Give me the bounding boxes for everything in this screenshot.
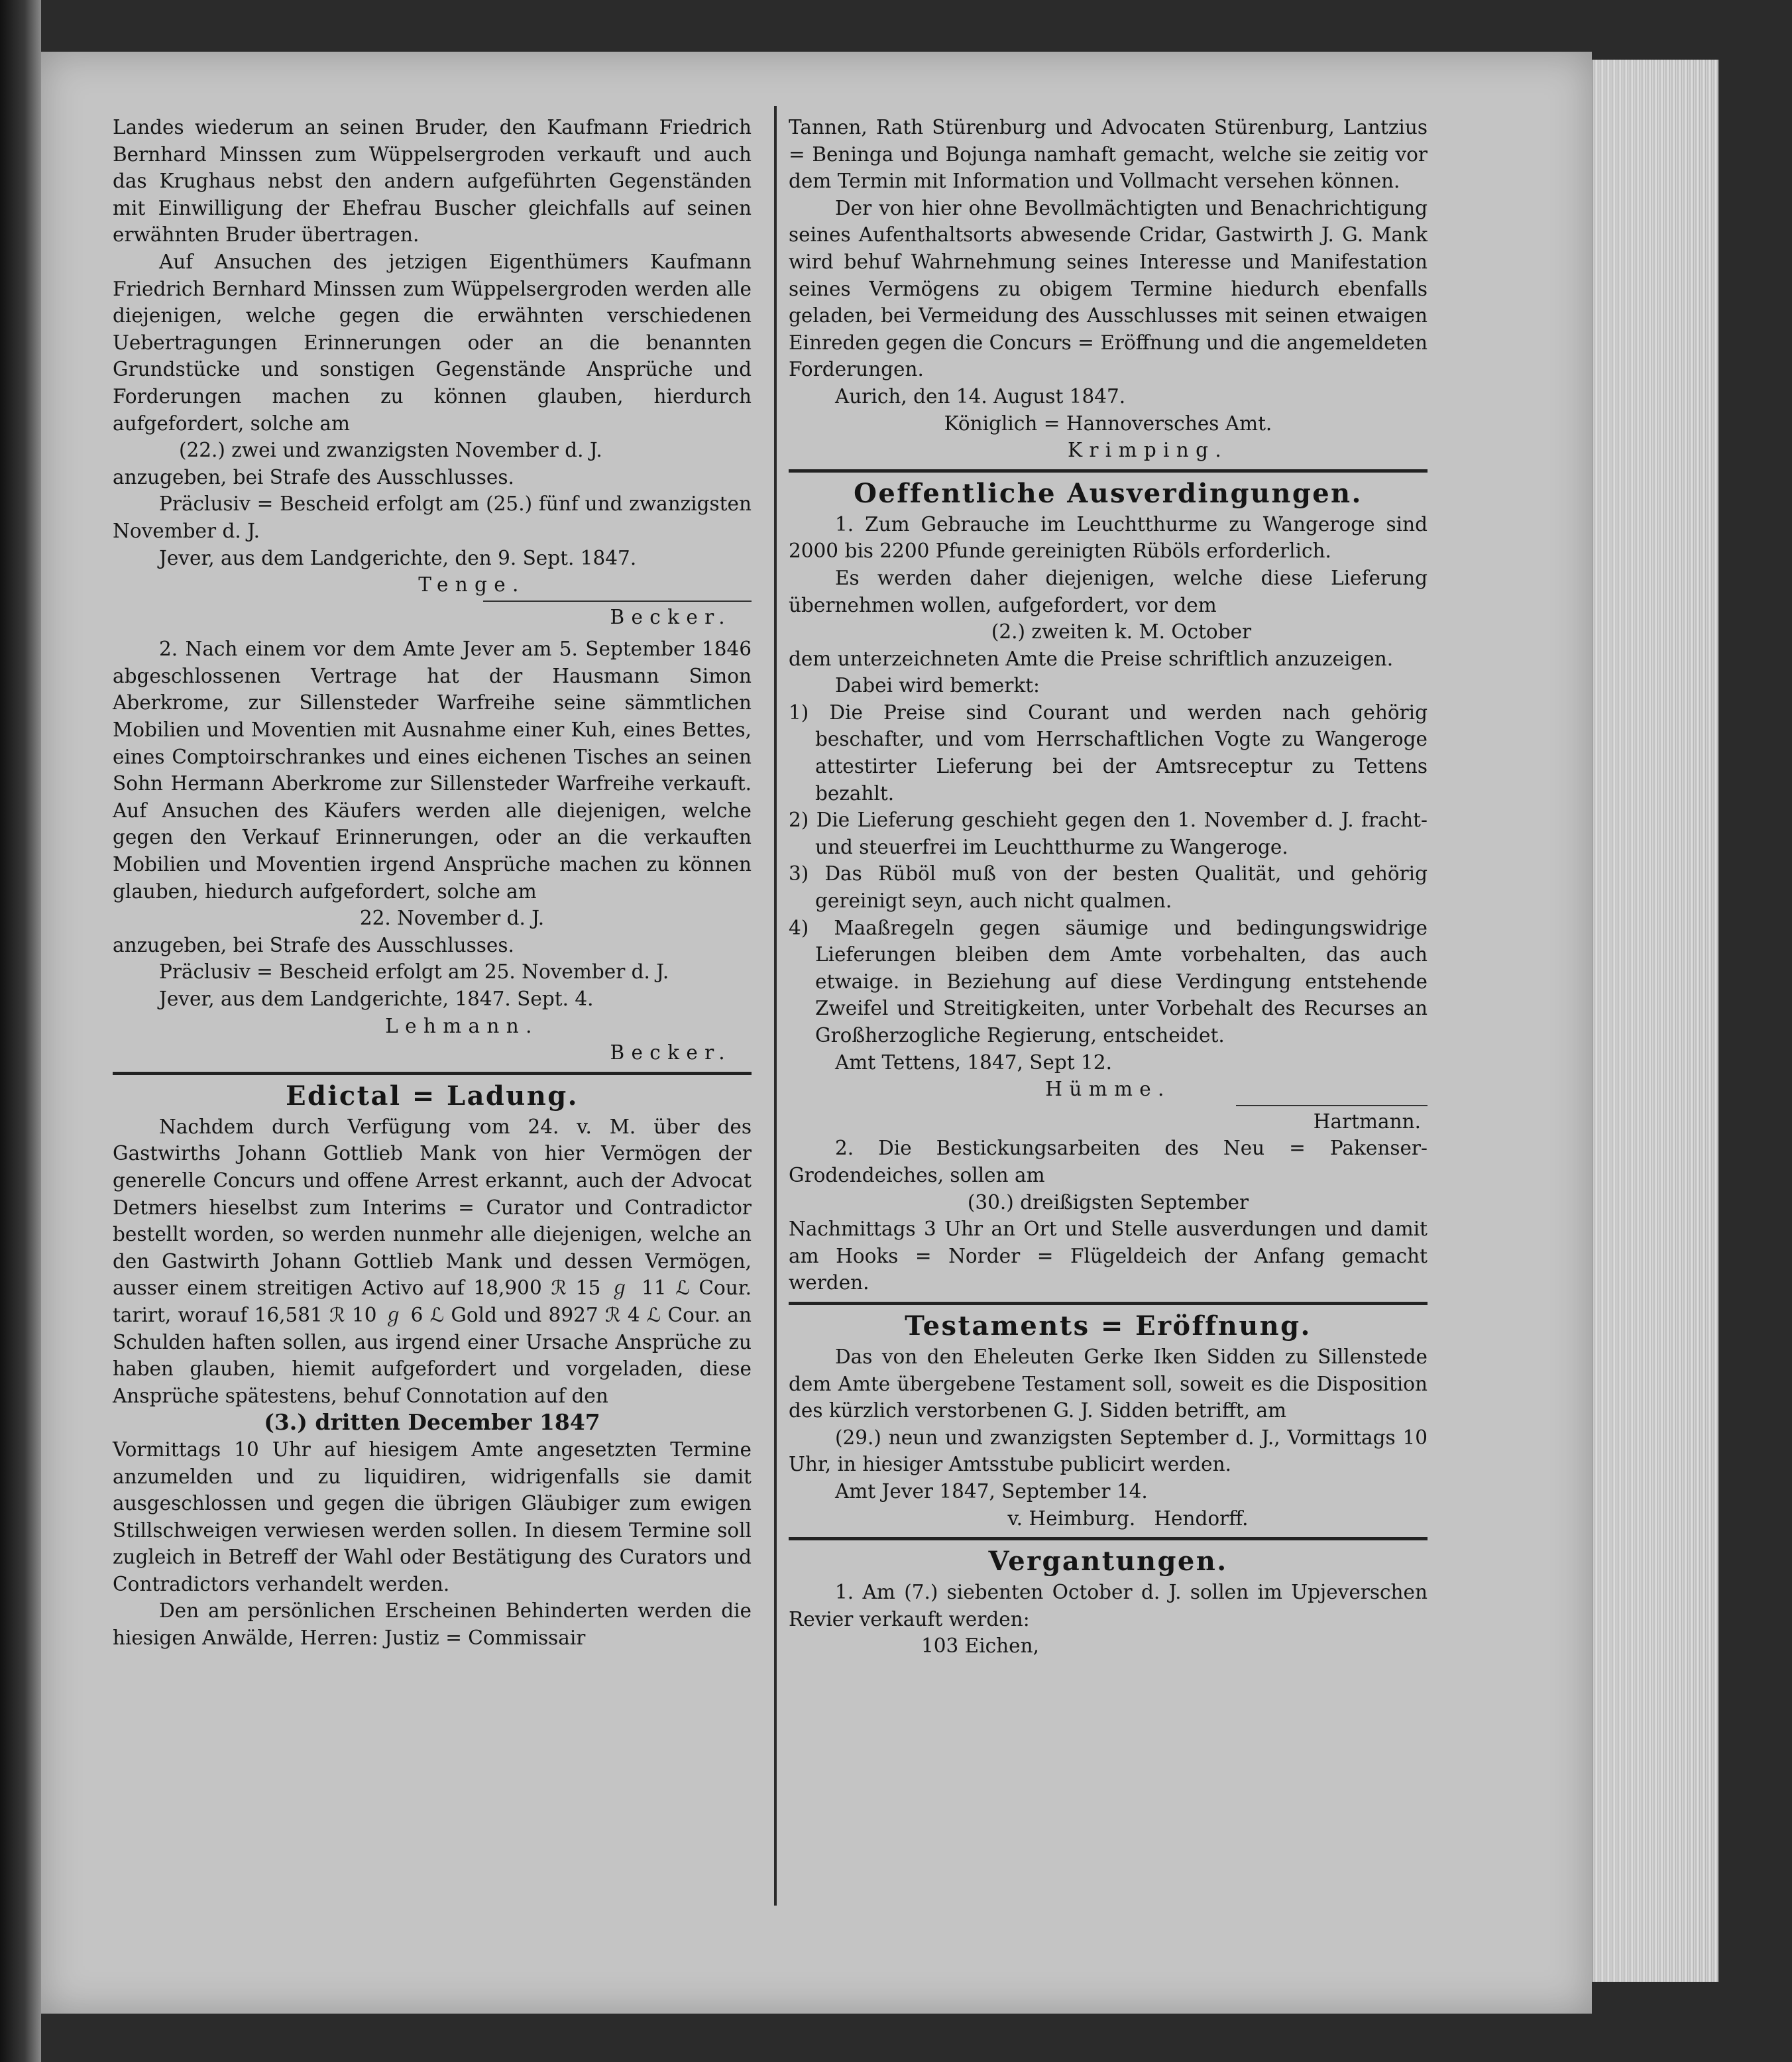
signature: Hartmann. <box>1313 1110 1421 1133</box>
left-column <box>113 114 752 1652</box>
list-item: 1) Die Preise sind Courant und werden nach gehörig beschafter, und vom Herrschaftlichen Vogte zu Wangeroge attestirter Lieferung bei der Amtsreceptur zu Tettens bezahlt. <box>789 701 1428 805</box>
list-item: 3) Das Rüböl muß von der besten Qualität, und gehörig gereinigt seyn, auch nicht qualmen. <box>789 862 1428 913</box>
paragraph: anzugeben, bei Strafe des Ausschlusses. <box>113 933 514 956</box>
date-line: (2.) zweiten k. M. October <box>991 620 1252 644</box>
signature: Becker. <box>610 1041 732 1064</box>
paragraph: Vormittags 10 Uhr auf hiesigem Amte angesetzten Termine anzumelden und zu liquidiren, widrigenfalls sie damit ausgeschlossen und gegen die übrigen Gläubiger zum ewigen Stillschweigen verwiesen werden sollen. In diesem Termine soll zugleich in Betreff der Wahl oder Bestätigung des Curators und Contradictors verhandelt werden. <box>113 1438 752 1595</box>
place-date: Jever, aus dem Landgerichte, 1847. Sept. 4. <box>159 988 594 1010</box>
right-column <box>789 114 1428 1660</box>
date-line: (30.) dreißigsten September <box>967 1190 1249 1214</box>
paragraph: Den am persönlichen Erscheinen Behinderten werden die hiesigen Anwälde, Herren: Justiz = Commissair <box>113 1599 752 1650</box>
date-line: 22. November d. J. <box>359 907 545 930</box>
signature-rule <box>1236 1105 1428 1106</box>
place-date: Amt Tettens, 1847, Sept 12. <box>835 1051 1112 1074</box>
paragraph: 2. Nach einem vor dem Amte Jever am 5. September 1846 abgeschlossenen Vertrage hat der Hausmann Simon Aberkrome, zur Sillensteder Warfreihe seine sämmtlichen Mobilien und Moventien mit Ausnahme einer Kuh, eines Bettes, eines Comptoirschrankes und eines eichenen Tisches an seinen Sohn Hermann Aberkrome zur Sillensteder Warfreihe verkauft. Auf Ansuchen des Käufers werden alle diejenigen, welche gegen den Verkauf Erinnerungen, oder an die verkauften Mobilien und Moventien irgend Ansprüche machen zu können glauben, hiedurch aufgefordert, solche am <box>113 638 752 903</box>
paragraph: 1. Am (7.) siebenten October d. J. sollen im Upjeverschen Revier verkauft werden: <box>789 1581 1428 1631</box>
section-rule <box>789 469 1428 473</box>
paragraph: Landes wiederum an seinen Bruder, den Kaufmann Friedrich Bernhard Minssen zum Wüppelsergroden verkauft und auch das Krughaus nebst den andern aufgeführten Gegenständen mit Einwilligung der Ehefrau Buscher gleichfalls auf seinen erwähnten Bruder übertragen. <box>113 116 752 247</box>
section-heading: Testaments = Eröffnung. <box>905 1310 1312 1342</box>
section-heading: Vergantungen. <box>988 1546 1228 1577</box>
page-edges <box>1591 60 1718 1982</box>
signature: Lehmann. <box>385 1014 539 1037</box>
paragraph: Das von den Eheleuten Gerke Iken Sidden zu Sillenstede dem Amte übergebene Testament soll, soweit es die Disposition des kürzlich verstorbenen G. J. Sidden betrifft, am <box>789 1345 1428 1422</box>
paragraph: Nachdem durch Verfügung vom 24. v. M. über des Gastwirths Johann Gottlieb Mank von hier Vermögen der generelle Concurs und offene Arrest erkannt, auch der Advocat Detmers hieselbst zum Interims = Curator und Contradictor bestellt worden, so werden nunmehr alle diejenigen, welche an den Gastwirth Johann Gottlieb Mank und dessen Vermögen, ausser einem streitigen Activo auf 18,900 ℛ 15 ℊ 11 ℒ Cour. tarirt, worauf 16,581 ℛ 10 ℊ 6 ℒ Gold und 8927 ℛ 4 ℒ Cour. an Schulden haften sollen, aus irgend einer Ursache Ansprüche zu haben glauben, hiemit aufgefordert und vorgeladen, diese Ansprüche spätestens, behuf Connotation auf den <box>113 1115 752 1407</box>
section-heading: Oeffentliche Ausverdingungen. <box>854 477 1363 509</box>
section-rule <box>113 1072 752 1075</box>
paragraph: Der von hier ohne Bevollmächtigten und Benachrichtigung seines Aufenthaltsorts abwesende Cridar, Gastwirth J. G. Mank wird behuf Wahrnehmung seines Interesse und Manifestation seines Vermögens zu obigem Termine hiedurch ebenfalls geladen, bei Vermeidung des Ausschlusses mit seinen etwaigen Einreden gegen die Concurs = Eröffnung und die angemeldeten Forderungen. <box>789 196 1428 381</box>
paragraph: (29.) neun und zwanzigsten September d. J., Vormittags 10 Uhr, in hiesiger Amtsstube publicirt werden. <box>789 1426 1428 1476</box>
date-line: (3.) dritten December 1847 <box>264 1409 600 1436</box>
paragraph: Nachmittags 3 Uhr an Ort und Stelle ausverdungen und damit am Hooks = Norder = Flügeldeich der Anfang gemacht werden. <box>789 1218 1428 1294</box>
signature: Hümme. <box>1045 1078 1171 1101</box>
section-heading: Edictal = Ladung. <box>286 1080 579 1112</box>
signature: v. Heimburg. Hendorff. <box>1007 1507 1249 1530</box>
signature: Krimping. <box>1067 439 1229 462</box>
paragraph: Präclusiv = Bescheid erfolgt am (25.) fünf und zwanzigsten November d. J. <box>113 492 752 542</box>
book-spine <box>0 0 41 2062</box>
list-item: 2) Die Lieferung geschieht gegen den 1. November d. J. fracht- und steuerfrei im Leuchtthurme zu Wangeroge. <box>789 809 1428 858</box>
column-divider <box>774 106 777 1906</box>
place-date: Aurich, den 14. August 1847. <box>835 384 1126 408</box>
paragraph: Tannen, Rath Stürenburg und Advocaten Stürenburg, Lantzius = Beninga und Bojunga namhaft gemacht, welche sie zeitig vor dem Termin mit Information und Vollmacht versehen können. <box>789 116 1428 193</box>
paragraph: Es werden daher diejenigen, welche diese Lieferung übernehmen wollen, aufgefordert, vor dem <box>789 566 1428 616</box>
date-line: (22.) zwei und zwanzigsten November d. J. <box>179 439 602 462</box>
list-item: 4) Maaßregeln gegen säumige und bedingungswidrige Lieferungen bleiben dem Amte vorbehalten, das auch etwaige. in Beziehung auf diese Verdingung entstehende Zweifel und Streitigkeiten, unter Vorbehalt des Recurses an Großherzogliche Regierung, entscheidet. <box>789 916 1428 1047</box>
signature: Becker. <box>610 605 732 628</box>
paragraph: 2. Die Bestickungsarbeiten des Neu = Pakenser-Grodendeiches, sollen am <box>789 1137 1428 1186</box>
signature-rule <box>483 601 752 602</box>
paragraph: anzugeben, bei Strafe des Ausschlusses. <box>113 465 514 488</box>
paragraph: Dabei wird bemerkt: <box>835 674 1040 697</box>
signature: Tenge. <box>418 573 526 597</box>
place-date: Amt Jever 1847, September 14. <box>835 1479 1148 1503</box>
place-date: Jever, aus dem Landgerichte, den 9. Sept. 1847. <box>159 546 637 569</box>
paragraph: 1. Zum Gebrauche im Leuchtthurme zu Wangeroge sind 2000 bis 2200 Pfunde gereinigten Rüböls erforderlich. <box>789 512 1428 563</box>
section-rule <box>789 1537 1428 1540</box>
authority: Königlich = Hannoversches Amt. <box>944 412 1272 435</box>
paragraph: Auf Ansuchen des jetzigen Eigenthümers Kaufmann Friedrich Bernhard Minssen zum Wüppelsergroden werden alle diejenigen, welche gegen die erwähnten verschiedenen Uebertragungen Erinnerungen oder an die benannten Grundstücke und sonstigen Gegenstände Ansprüche und Forderungen machen zu können glauben, hierdurch aufgefordert, solche am <box>113 250 752 435</box>
paragraph: Präclusiv = Bescheid erfolgt am 25. November d. J. <box>159 960 669 984</box>
paragraph: 103 Eichen, <box>921 1634 1040 1658</box>
paragraph: dem unterzeichneten Amte die Preise schriftlich anzuzeigen. <box>789 647 1394 670</box>
section-rule <box>789 1302 1428 1305</box>
